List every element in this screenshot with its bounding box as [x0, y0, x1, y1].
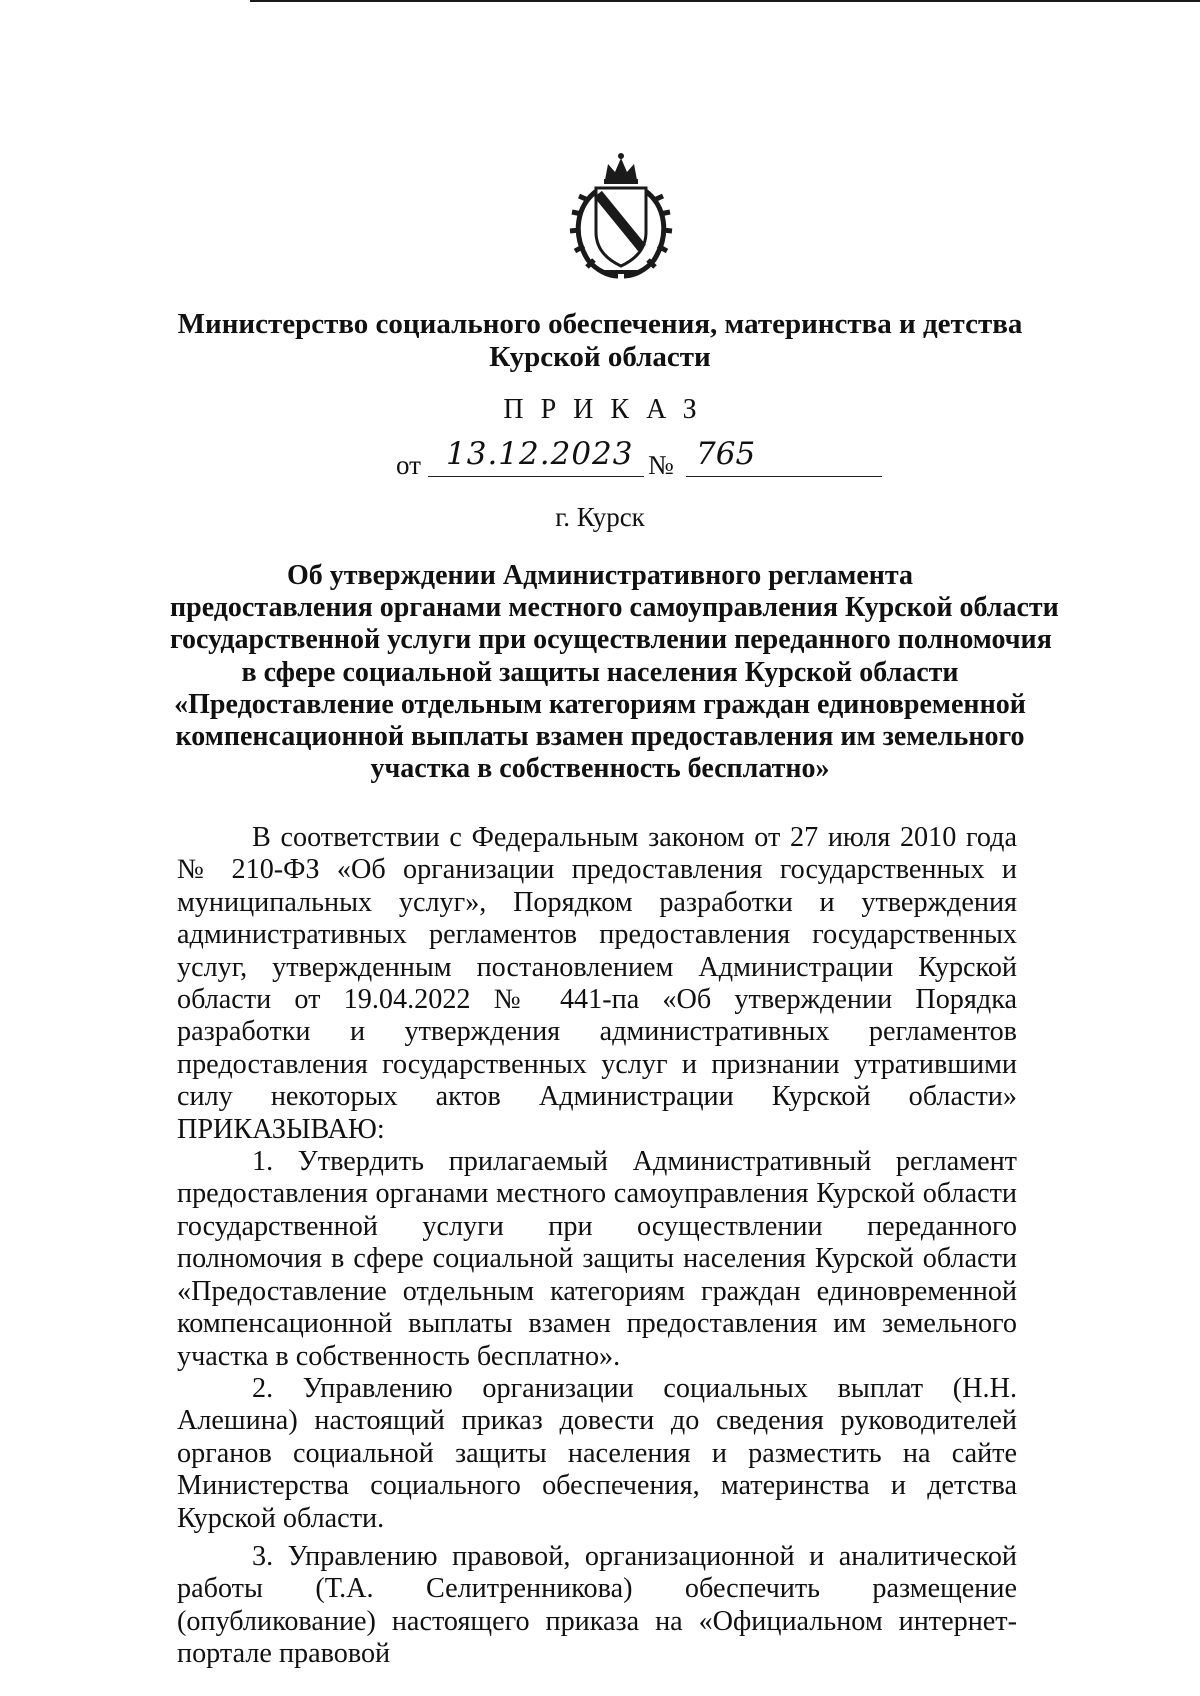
order-number: 765: [696, 436, 756, 472]
title-line: Об утверждении Административного регламента: [286, 560, 914, 591]
document-body: [177, 822, 1017, 1671]
from-label: от: [396, 450, 421, 480]
ministry-name: [150, 308, 1050, 374]
city-name: г. Курск: [555, 502, 645, 532]
scan-edge-line: [250, 0, 1200, 2]
order-item-1: 1. Утвердить прилагаемый Административный регламент предоставления органами местного самоуправления Курской области государственной услуги при осуществлении переданного полномочия в сфере социальной защиты населения Курской области «Предоставление отдельным категориям граждан единовременной компенсационной выплаты взамен предоставления им земельного участка в собственность бесплатно».: [177, 1146, 1017, 1372]
title-line: участка в собственность бесплатно»: [370, 753, 830, 785]
order-heading: ПРИКАЗ: [503, 394, 714, 425]
title-line: государственной услуги при осуществлении переданного полномочия: [170, 624, 1052, 656]
number-underline: [686, 476, 882, 477]
title-line: предоставления органами местного самоуправления Курской области: [170, 592, 1059, 624]
kursk-coat-of-arms-icon: [558, 150, 684, 282]
title-line: «Предоставление отдельным категориям граждан единовременной: [174, 688, 1026, 720]
title-line: в сфере социальной защиты населения Курской области: [241, 656, 959, 688]
order-date: 13.12.2023: [446, 436, 634, 472]
order-item-3: 3. Управлению правовой, организационной и аналитической работы (Т.А. Селитренникова) обеспечить размещение (опубликование) настоящего приказа на «Официальном интернет-портале правовой: [177, 1540, 1017, 1670]
title-line: компенсационной выплаты взамен предоставления им земельного: [175, 721, 1025, 753]
ministry-line-2: Курской области: [489, 341, 711, 373]
preamble-paragraph: В соответствии с Федеральным законом от 27 июля 2010 года № 210-ФЗ «Об организации предоставления государственных и муниципальных услуг», Порядком разработки и утверждения административных регламентов предоставления государственных услуг, утвержденным постановлением Администрации Курской области от 19.04.2022 № 441-па «Об утверждении Порядка разработки и утверждения административных регламентов предоставления государственных услуг и признании утратившими силу некоторых актов Администрации Курской области» ПРИКАЗЫВАЮ:: [177, 822, 1017, 1145]
number-label: №: [648, 450, 674, 480]
order-item-2: 2. Управлению организации социальных выплат (Н.Н. Алешина) настоящий приказ довести до сведения руководителей органов социальной защиты населения и разместить на сайте Министерства социального обеспечения, материнства и детства Курской области.: [177, 1372, 1017, 1534]
document-title: [170, 560, 1059, 785]
date-underline: [428, 476, 644, 477]
ministry-line-1: Министерство социального обеспечения, материнства и детства: [177, 308, 1023, 340]
